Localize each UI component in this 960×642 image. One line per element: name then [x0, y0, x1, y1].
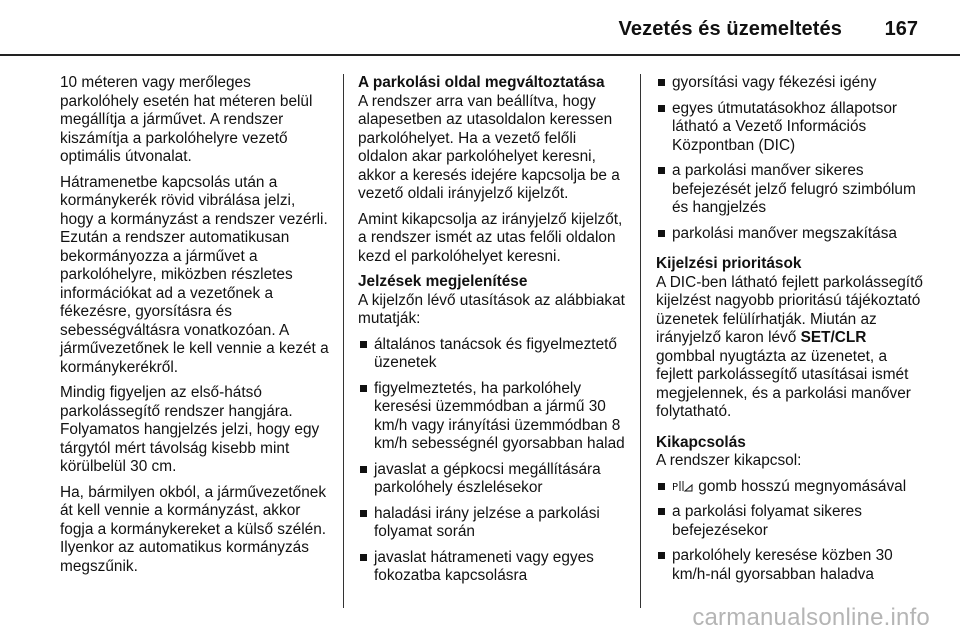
page-title: Vezetés és üzemeltetés [618, 18, 842, 40]
list-item: egyes útmutatásokhoz állapotsor látható a Vezető Információs Központban (DIC) [656, 100, 924, 156]
watermark-text: carmanualsonline.info [692, 604, 930, 631]
paragraph: Amint kikapcsolja az irányjelző kijelzőt, a rendszer ismét az utas felőli oldalon kezd el parkolóhelyet keresni. [358, 210, 623, 265]
paragraph: Hátramenetbe kapcsolás után a kormánykerék rövid vibrálása jelzi, hogy a kormányzást a rendszer vezérli. Ezután a rendszer automatikusan bekormányozza a járművet a parkolóhelyre, miközben részletes információkat ad a vezetőnek a fékezésre, gyorsításra és sebességváltásra vonatkozóan. A járművezetőnek le kell vennie a kezét a kormánykerékről. [60, 173, 329, 376]
svg-text:P: P [672, 481, 679, 493]
column-2 [358, 74, 628, 593]
text-run: gomb hosszú megnyomásával [694, 477, 907, 495]
section-heading: Kijelzési prioritások [656, 255, 802, 272]
list-item: gyorsítási vagy fékezési igény [656, 74, 924, 93]
paragraph: A rendszer kikapcsol: [656, 452, 802, 469]
paragraph: A kijelzőn lévő utasítások az alábbiakat mutatják: [358, 291, 625, 327]
list-item: haladási irány jelzése a parkolási folyamat során [358, 505, 628, 542]
section-heading: A parkolási oldal megváltoztatása [358, 74, 605, 91]
deactivation-list [656, 478, 924, 585]
set-clr-label: SET/CLR [800, 329, 867, 346]
paragraph: Ha, bármilyen okból, a járművezetőnek át kell vennie a kormányzást, akkor fogja a kormánykereket a külső szélén. Ilyenkor az automatikus kormányzás megszűnik. [60, 483, 327, 575]
list-item: javaslat a gépkocsi megállítására parkolóhely észlelésekor [358, 461, 628, 498]
page-header [0, 0, 960, 58]
paragraph: 10 méteren vagy merőleges parkolóhely esetén hat méteren belül megállítja a járművet. A rendszer kiszámítja a parkolóhelyre vezető optimális útvonalat. [60, 74, 313, 165]
column-divider-1 [343, 74, 344, 608]
display-items-list-continued [656, 74, 924, 243]
paragraph [656, 274, 924, 422]
column-3 [656, 74, 924, 591]
list-item: általános tanácsok és figyelmeztető üzenetek [358, 336, 628, 373]
list-item [656, 478, 924, 497]
list-item: a parkolási folyamat sikeres befejezésekor [656, 503, 924, 540]
section-heading: Kikapcsolás [656, 433, 746, 451]
paragraph: Mindig figyeljen az első-hátsó parkolássegítő rendszer hangjára. Folyamatos hangjelzés jelzi, hogy egy tárgytól mért távolság kisebb mint körülbelül 30 cm. [60, 384, 320, 475]
paragraph: A rendszer arra van beállítva, hogy alapesetben az utasoldalon keressen parkolóhelyet. Ha a vezető felőli oldalon akar parkolóhelyet keresni, akkor a keresés idejére kapcsolja be a vezető oldali irányjelző kijelzőt. [358, 92, 620, 202]
list-item: a parkolási manőver sikeres befejezését jelző felugró szimbólum és hangjelzés [656, 162, 924, 218]
text-run: A DIC-ben látható fejlett parkolássegítő kijelzést nagyobb prioritású tájékoztató üzenetek felülírhatják. Miután az irányjelző karon lévő [656, 273, 923, 346]
text-run: gombbal nyugtázta az üzenetet, a fejlett parkolássegítő utasításai ismét megjelennek, és a parkolási manőver folytatható. [656, 347, 911, 420]
column-1 [60, 74, 332, 583]
header-rule [0, 54, 960, 56]
section-heading: Jelzések megjelenítése [358, 273, 528, 290]
display-items-list [358, 336, 628, 586]
list-item: parkolási manőver megszakítása [656, 225, 924, 244]
list-item: parkolóhely keresése közben 30 km/h-nál gyorsabban haladva [656, 547, 924, 584]
page-number: 167 [884, 18, 918, 40]
parking-assist-icon [672, 479, 694, 493]
list-item: figyelmeztetés, ha parkolóhely keresési üzemmódban a jármű 30 km/h vagy irányítási üzemmódban 8 km/h sebességnél gyorsabban halad [358, 380, 628, 454]
column-divider-2 [640, 74, 641, 608]
list-item: javaslat hátrameneti vagy egyes fokozatba kapcsolásra [358, 549, 628, 586]
